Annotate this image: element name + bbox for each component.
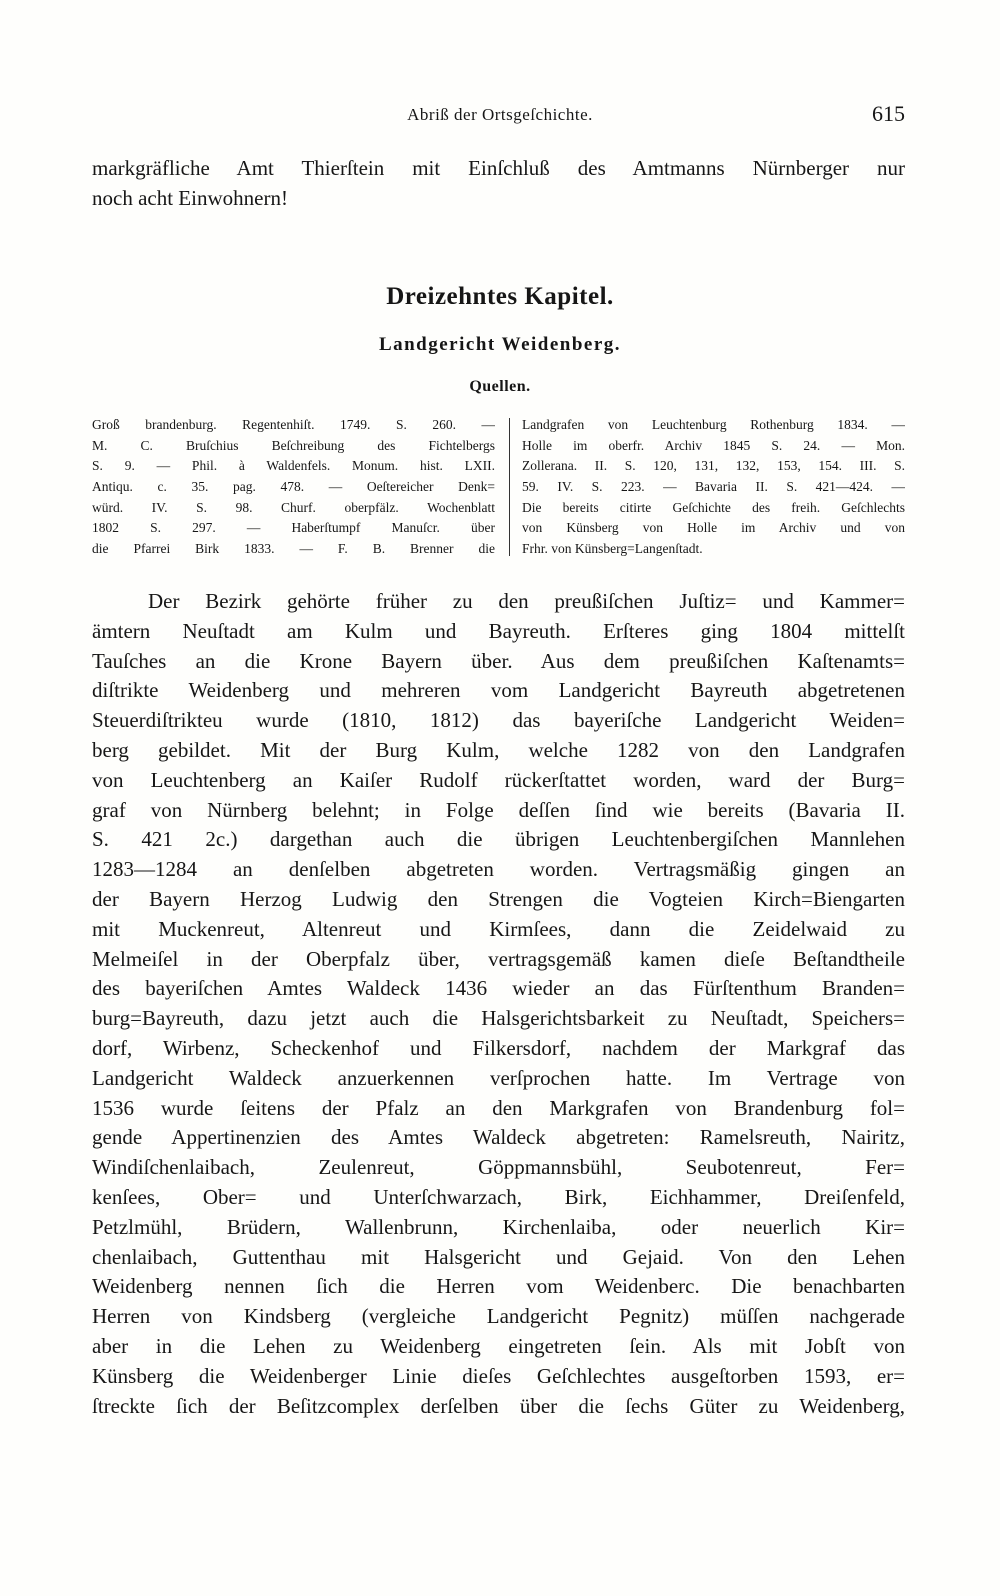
- source-line: die Pfarrei Birk 1833. — F. B. Brenner die: [92, 541, 495, 557]
- body-line: Steuerdiſtrikteu wurde (1810, 1812) das bayeriſche Landgericht Weiden=: [92, 708, 905, 733]
- sources-right-column: [522, 415, 905, 560]
- opening-line: noch acht Einwohnern!: [92, 186, 288, 210]
- source-line: 1802 S. 297. — Haberſtumpf Manuſcr. über: [92, 520, 495, 536]
- source-line: Zollerana. II. S. 120, 131, 132, 153, 154. III. S.: [522, 458, 905, 474]
- body-line: Der Bezirk gehörte früher zu den preußiſchen Juſtiz= und Kammer=: [148, 589, 905, 613]
- body-line: Herren von Kindsberg (vergleiche Landgericht Pegnitz) müſſen nachgerade: [92, 1304, 905, 1329]
- body-line: Windiſchenlaibach, Zeulenreut, Göppmannsbühl, Seubotenreut, Fer=: [92, 1155, 905, 1180]
- body-paragraph: [92, 587, 905, 1421]
- body-line: ämtern Neuſtadt am Kulm und Bayreuth. Erſteres ging 1804 mittelſt: [92, 618, 905, 643]
- chapter-title: Dreizehntes Kapitel.: [386, 283, 614, 310]
- body-line: Petzlmühl, Brüdern, Wallenbrunn, Kirchenlaiba, oder neuerlich Kir=: [92, 1214, 905, 1239]
- court-title: Landgericht Weidenberg.: [378, 334, 622, 355]
- body-line: chenlaibach, Guttenthau mit Halsgericht und Gejaid. Von den Lehen: [92, 1244, 905, 1269]
- body-line: Landgericht Waldeck anzuerkennen verſprochen hatte. Im Vertrage von: [92, 1065, 905, 1090]
- sources-left-column: [92, 415, 495, 560]
- body-line: des bayeriſchen Amtes Waldeck 1436 wieder an das Fürſtenthum Branden=: [92, 976, 905, 1001]
- opening-paragraph: [92, 153, 905, 213]
- source-line: Holle im oberfr. Archiv 1845 S. 24. — Mon.: [522, 437, 905, 453]
- body-line: Weidenberg nennen ſich die Herren vom Weidenberc. Die benachbarten: [92, 1274, 905, 1299]
- body-line: 1283—1284 an denſelben abgetreten worden. Vertragsmäßig gingen an: [92, 857, 905, 882]
- body-line: burg=Bayreuth, dazu jetzt auch die Halsgerichtsbarkeit zu Neuſtadt, Speichers=: [92, 1006, 905, 1031]
- body-line: von Leuchtenberg an Kaiſer Rudolf rückerſtattet worden, ward der Burg=: [92, 767, 905, 792]
- body-line: gende Appertinenzien des Amtes Waldeck abgetreten: Ramelsreuth, Nairitz,: [92, 1125, 905, 1150]
- source-line: Die bereits citirte Geſchichte des freih. Geſchlechts: [522, 499, 905, 515]
- body-line: Melmeiſel in der Oberpfalz über, vertragsgemäß kamen dieſe Beſtandtheile: [92, 946, 905, 971]
- sources-heading: Quellen.: [469, 378, 531, 395]
- body-line: diſtrikte Weidenberg und mehreren vom Landgericht Bayreuth abgetretenen: [92, 678, 905, 703]
- body-line: ſtreckte ſich der Beſitzcomplex derſelben über die ſechs Güter zu Weidenberg,: [92, 1393, 905, 1418]
- body-line: mit Muckenreut, Altenreut und Kirmſees, dann die Zeidelwaid zu: [92, 916, 905, 941]
- body-line: Künsberg die Weidenberger Linie dieſes Geſchlechtes ausgeſtorben 1593, er=: [92, 1363, 905, 1388]
- page-number: 615: [872, 101, 905, 126]
- body-line: der Bayern Herzog Ludwig den Strengen die Vogteien Kirch=Biengarten: [92, 886, 905, 911]
- body-line: graf von Nürnberg belehnt; in Folge deſſen ſind wie bereits (Bavaria II.: [92, 797, 905, 822]
- source-line: würd. IV. S. 98. Churf. oberpfälz. Wochenblatt: [92, 499, 495, 515]
- body-line: Tauſches an die Krone Bayern über. Aus dem preußiſchen Kaſtenamts=: [92, 648, 905, 673]
- source-line: M. C. Bruſchius Beſchreibung des Fichtelbergs: [92, 437, 495, 453]
- source-line: S. 9. — Phil. à Waldenfels. Monum. hist. LXII.: [92, 458, 495, 474]
- running-head-title: Abriß der Ortsgeſchichte.: [407, 105, 593, 124]
- body-line: dorf, Wirbenz, Scheckenhof und Filkersdorf, nachdem der Markgraf das: [92, 1035, 905, 1060]
- body-line: aber in die Lehen zu Weidenberg eingetreten ſein. Als mit Jobſt von: [92, 1333, 905, 1358]
- body-line: 1536 wurde ſeitens der Pfalz an den Markgrafen von Brandenburg fol=: [92, 1095, 905, 1120]
- source-line: 59. IV. S. 223. — Bavaria II. S. 421—424. —: [522, 479, 905, 495]
- body-line: berg gebildet. Mit der Burg Kulm, welche 1282 von den Landgrafen: [92, 737, 905, 762]
- column-divider: [509, 418, 510, 556]
- source-line: Frhr. von Künsberg=Langenſtadt.: [522, 541, 703, 557]
- source-line: von Künsberg von Holle im Archiv und von: [522, 520, 905, 536]
- body-line: S. 421 2c.) dargethan auch die übrigen Leuchtenbergiſchen Mannlehen: [92, 827, 905, 852]
- source-line: Groß brandenburg. Regentenhiſt. 1749. S. 260. —: [92, 417, 495, 432]
- opening-line: markgräfliche Amt Thierſtein mit Einſchluß des Amtmanns Nürnberger nur: [92, 156, 905, 180]
- body-line: kenſees, Ober= und Unterſchwarzach, Birk, Eichhammer, Dreiſenfeld,: [92, 1184, 905, 1209]
- source-line: Landgrafen von Leuchtenburg Rothenburg 1834. —: [522, 417, 905, 432]
- source-line: Antiqu. c. 35. pag. 478. — Oeſtereicher Denk=: [92, 479, 495, 495]
